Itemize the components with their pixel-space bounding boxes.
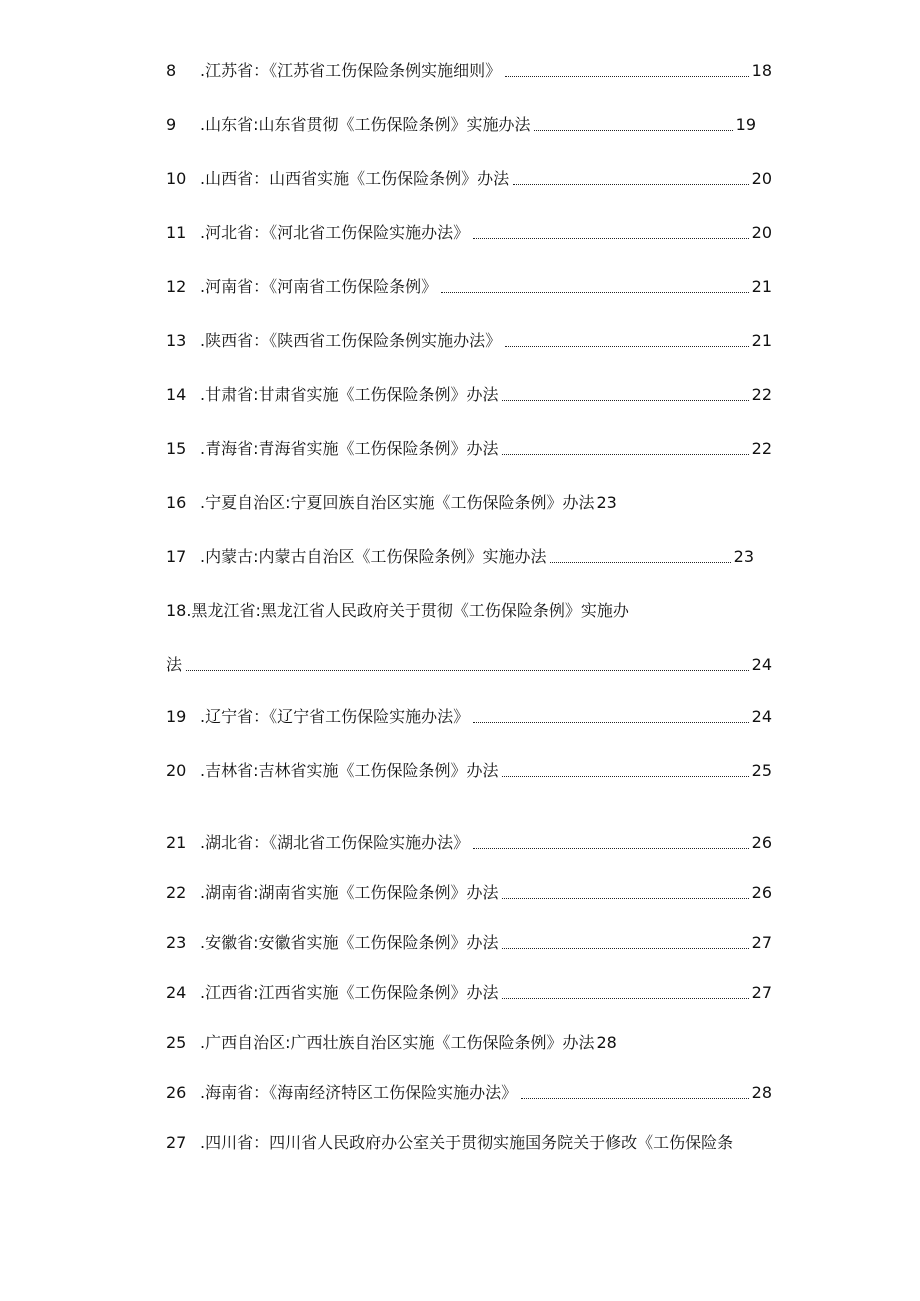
toc-entry-number: 10: [166, 169, 187, 188]
toc-entry[interactable]: [166, 164, 772, 190]
toc-entry-page: 27: [751, 983, 772, 1002]
toc-entry-page: 23: [733, 547, 754, 566]
toc-dot-leader: [441, 291, 749, 293]
toc-entry[interactable]: [166, 1128, 786, 1154]
toc-entry-number: 14: [166, 385, 187, 404]
toc-entry-title: .江西省:江西省实施《工伤保险条例》办法: [200, 983, 499, 1002]
toc-entry[interactable]: [166, 110, 756, 136]
toc-entry-number: 8: [166, 61, 177, 80]
toc-entry-page: 18: [751, 61, 772, 80]
toc-dot-leader: [521, 1097, 749, 1099]
toc-entry-title: .甘肃省:甘肃省实施《工伤保险条例》办法: [200, 385, 499, 404]
toc-entry-number: 20: [166, 761, 187, 780]
toc-entry-title: .青海省:青海省实施《工伤保险条例》办法: [200, 439, 499, 458]
toc-dot-leader: [502, 947, 748, 949]
toc-entry-number: 19: [166, 707, 187, 726]
toc-dot-leader: [534, 129, 732, 131]
toc-entry-title: .四川省：四川省人民政府办公室关于贯彻实施国务院关于修改《工伤保险条: [200, 1133, 734, 1152]
toc-entry-title: .安徽省:安徽省实施《工伤保险条例》办法: [200, 933, 499, 952]
toc-entry-page: 28: [751, 1083, 772, 1102]
toc-entry-title: .河南省：《河南省工伤保险条例》: [200, 277, 438, 296]
toc-dot-leader: [502, 997, 748, 999]
toc-entry-number: 12: [166, 277, 187, 296]
toc-entry[interactable]: [166, 218, 772, 244]
toc-entry[interactable]: [166, 272, 772, 298]
toc-entry[interactable]: [166, 1028, 686, 1054]
toc-entry[interactable]: [166, 596, 686, 622]
toc-entry-number: 26: [166, 1083, 187, 1102]
toc-entry-title: .广西自治区:广西壮族自治区实施《工伤保险条例》办法: [200, 1033, 595, 1052]
toc-entry[interactable]: [166, 542, 754, 568]
toc-dot-leader: [502, 775, 748, 777]
toc-entry-title: .内蒙古:内蒙古自治区《工伤保险条例》实施办法: [200, 547, 547, 566]
toc-entry[interactable]: [166, 488, 686, 514]
toc-entry-page: 25: [751, 761, 772, 780]
toc-dot-leader: [473, 237, 749, 239]
toc-entry-number: 23: [166, 933, 187, 952]
toc-dot-leader: [186, 669, 749, 671]
toc-entry[interactable]: [166, 928, 772, 954]
toc-entry-page: 20: [751, 169, 772, 188]
toc-entry-page: 22: [751, 439, 772, 458]
toc-entry-page: 26: [751, 833, 772, 852]
toc-entry[interactable]: [166, 56, 772, 82]
toc-entry-title: .湖北省：《湖北省工伤保险实施办法》: [200, 833, 470, 852]
toc-dot-leader: [502, 399, 748, 401]
toc-entry-title: .海南省：《海南经济特区工伤保险实施办法》: [200, 1083, 518, 1102]
toc-dot-leader: [513, 183, 749, 185]
toc-entry-number: 11: [166, 223, 187, 242]
toc-entry-page: 22: [751, 385, 772, 404]
toc-entry[interactable]: [166, 828, 772, 854]
toc-entry-page: 21: [751, 277, 772, 296]
toc-dot-leader: [505, 345, 749, 347]
toc-entry-page: 28: [596, 1033, 617, 1052]
toc-entry-title: .陕西省：《陕西省工伤保险条例实施办法》: [200, 331, 502, 350]
toc-entry-number: 17: [166, 547, 187, 566]
toc-dot-leader: [502, 897, 748, 899]
toc-entry[interactable]: [166, 978, 772, 1004]
toc-entry-page: 19: [735, 115, 756, 134]
toc-dot-leader: [550, 561, 730, 563]
toc-entry-title: 法: [166, 655, 183, 674]
toc-dot-leader: [502, 453, 748, 455]
toc-entry-page: 27: [751, 933, 772, 952]
toc-entry-page: 21: [751, 331, 772, 350]
toc-entry-number: 21: [166, 833, 187, 852]
toc-entry[interactable]: [166, 434, 772, 460]
toc-entry-page: 23: [596, 493, 617, 512]
toc-entry[interactable]: [166, 702, 772, 728]
toc-dot-leader: [505, 75, 749, 77]
toc-entry[interactable]: [166, 756, 772, 782]
toc-dot-leader: [473, 721, 749, 723]
toc-entry-title: .江苏省：《江苏省工伤保险条例实施细则》: [200, 61, 502, 80]
toc-entry-title: .吉林省:吉林省实施《工伤保险条例》办法: [200, 761, 499, 780]
toc-dot-leader: [473, 847, 749, 849]
toc-entry[interactable]: [166, 1078, 772, 1104]
toc-entry-number: 9: [166, 115, 177, 134]
toc-entry-page: 24: [751, 655, 772, 674]
toc-entry-title: .河北省：《河北省工伤保险实施办法》: [200, 223, 470, 242]
toc-entry[interactable]: [166, 326, 772, 352]
toc-entry-number: 18: [166, 601, 187, 620]
toc-entry-number: 24: [166, 983, 187, 1002]
toc-entry-number: 25: [166, 1033, 187, 1052]
toc-entry-continuation[interactable]: [166, 650, 772, 676]
toc-entry-title: .辽宁省：《辽宁省工伤保险实施办法》: [200, 707, 470, 726]
toc-entry-title: .宁夏自治区:宁夏回族自治区实施《工伤保险条例》办法: [200, 493, 595, 512]
toc-entry-page: 20: [751, 223, 772, 242]
toc-entry-title: .湖南省:湖南省实施《工伤保险条例》办法: [200, 883, 499, 902]
toc-entry-title: .黑龙江省:黑龙江省人民政府关于贯彻《工伤保险条例》实施办: [186, 601, 629, 620]
toc-entry[interactable]: [166, 878, 772, 904]
toc-entry-title: .山东省:山东省贯彻《工伤保险条例》实施办法: [200, 115, 531, 134]
toc-entry-page: 24: [751, 707, 772, 726]
toc-entry-page: 26: [751, 883, 772, 902]
toc-entry-number: 15: [166, 439, 187, 458]
toc-entry-number: 13: [166, 331, 187, 350]
toc-entry-number: 16: [166, 493, 187, 512]
toc-entry-number: 22: [166, 883, 187, 902]
toc-entry-title: .山西省：山西省实施《工伤保险条例》办法: [200, 169, 510, 188]
toc-entry-number: 27: [166, 1133, 187, 1152]
toc-entry[interactable]: [166, 380, 772, 406]
